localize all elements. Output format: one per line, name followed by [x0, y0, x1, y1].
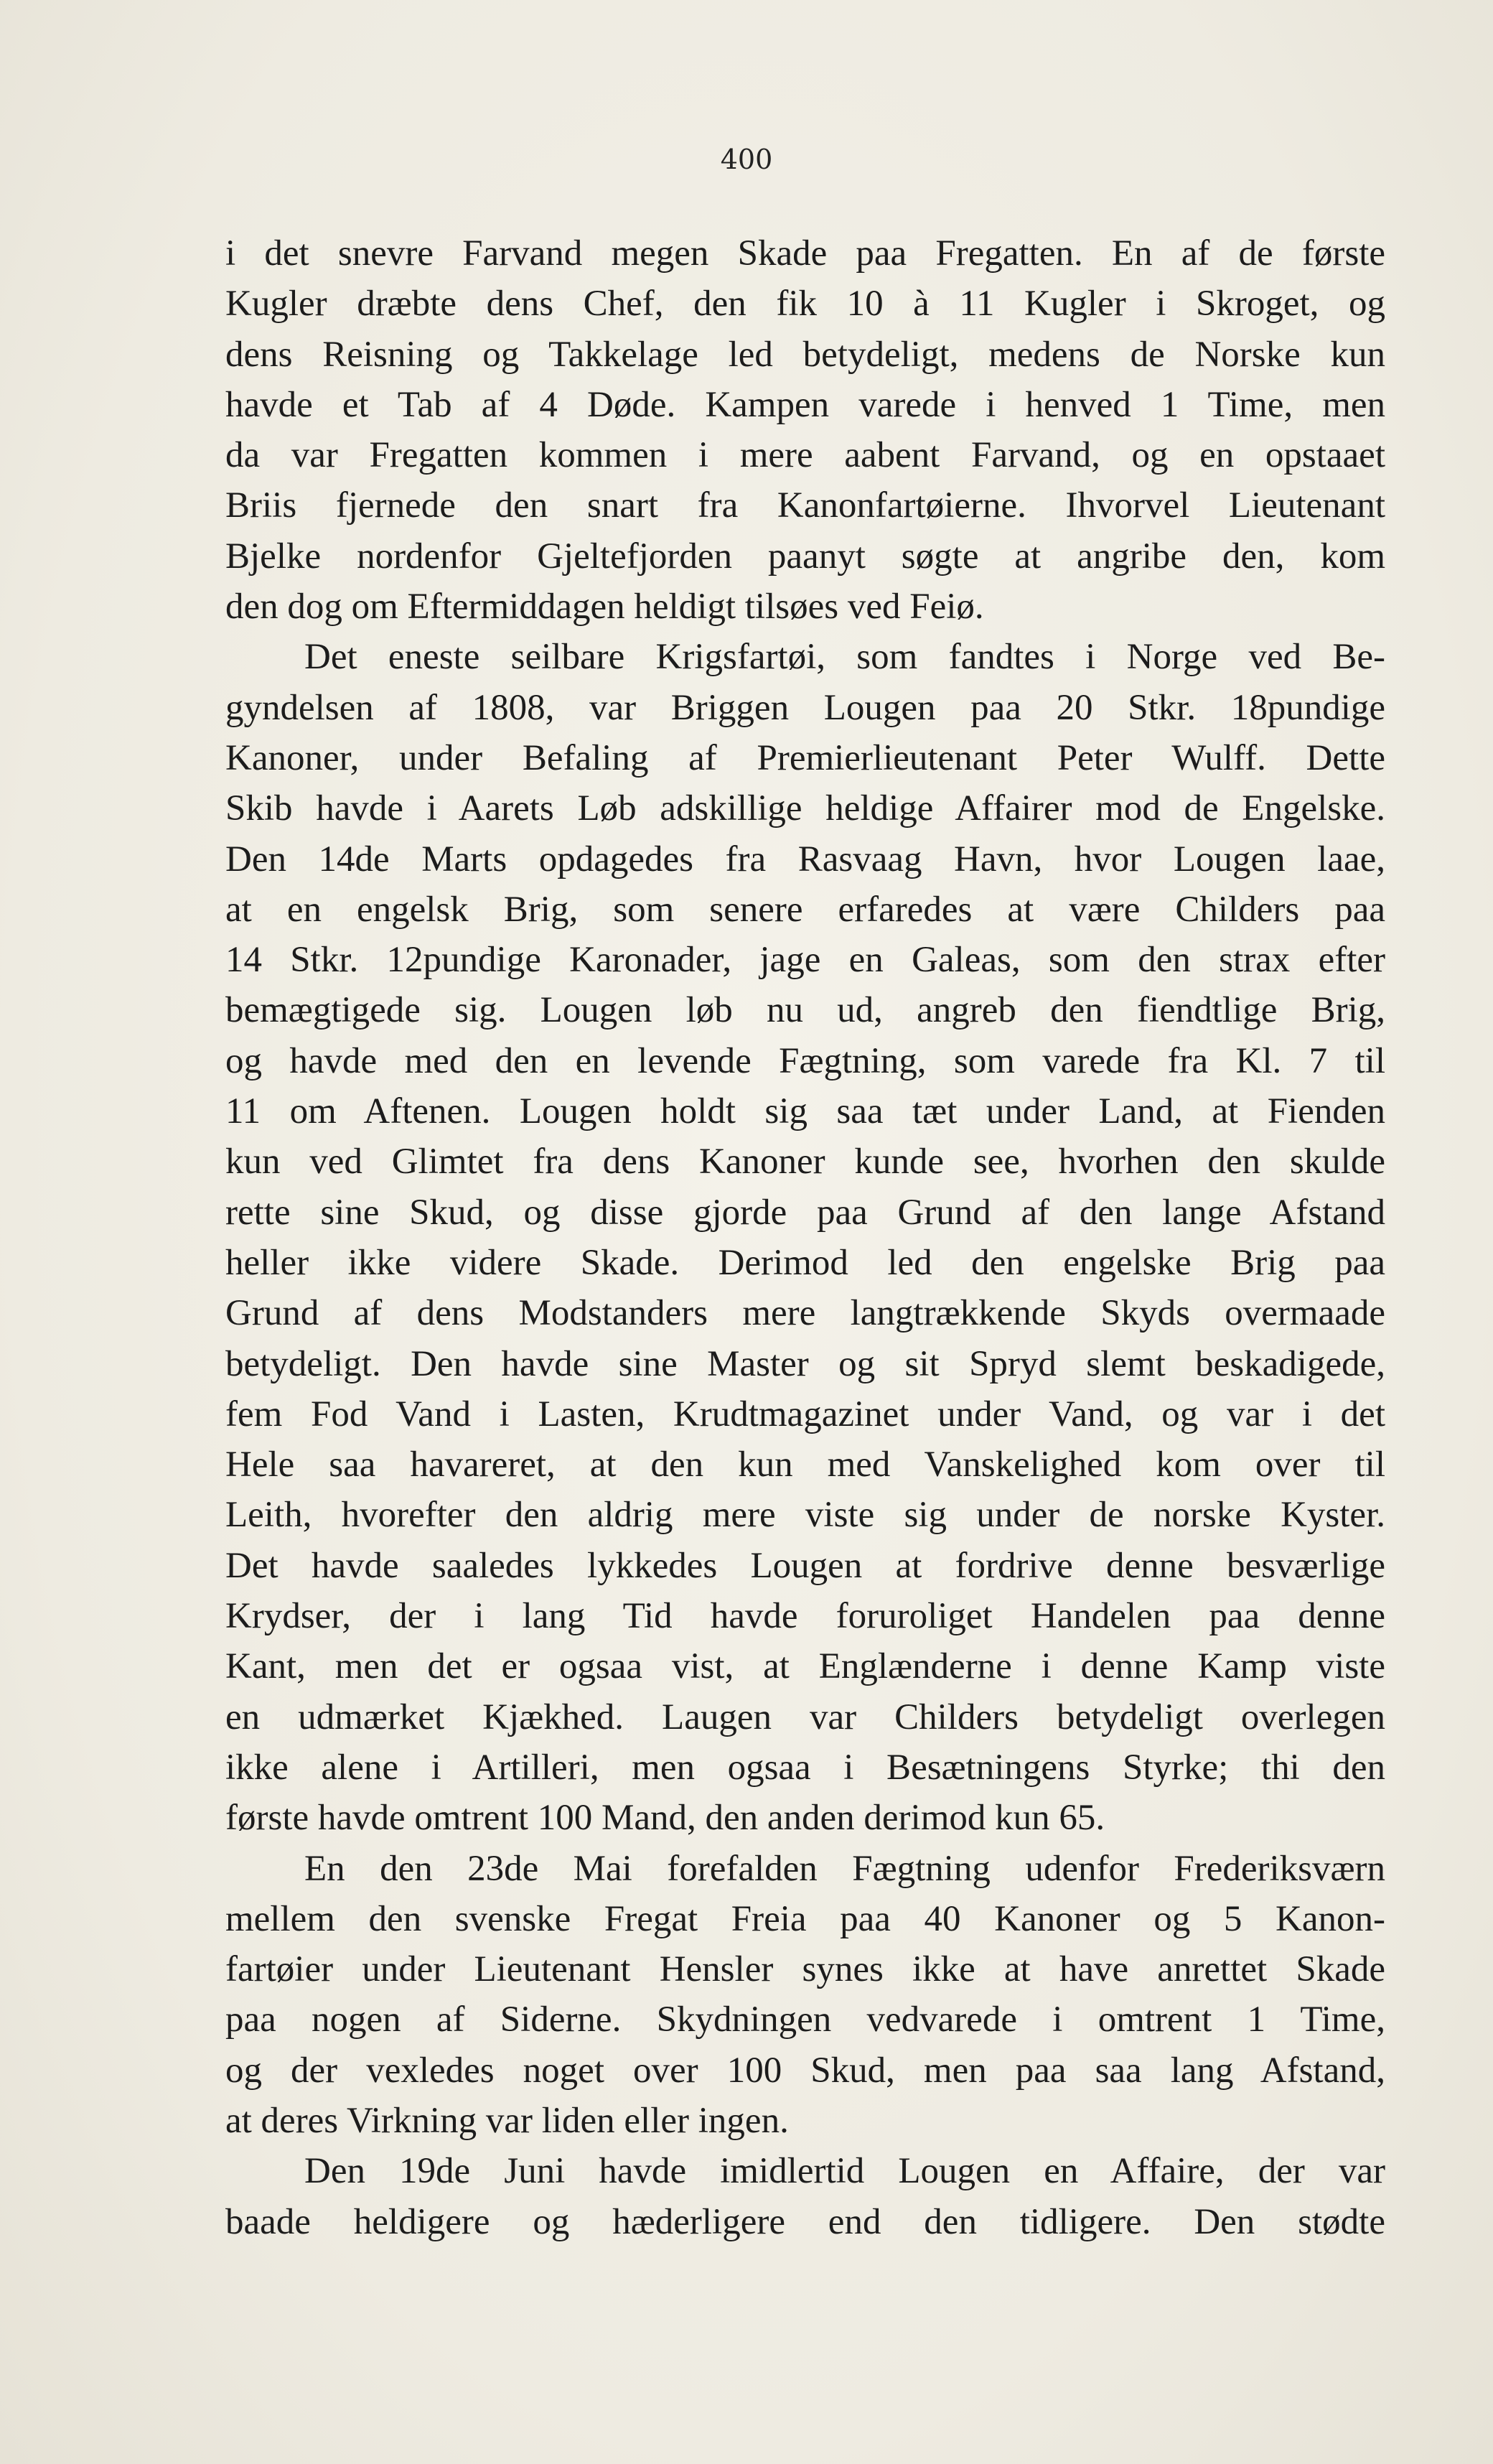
text-line: havde et Tab af 4 Døde. Kampen varede i henved 1 Time, men [225, 384, 1385, 425]
text-line: betydeligt. Den havde sine Master og sit Spryd slemt beskadigede, [225, 1343, 1385, 1384]
text-line: Krydser, der i lang Tid havde foruroliget Handelen paa denne [225, 1596, 1385, 1637]
text-line: kun ved Glimtet fra dens Kanoner kunde see, hvorhen den skulde [225, 1142, 1385, 1182]
text-line: Grund af dens Modstanders mere langtrækkende Skyds overmaade [225, 1293, 1385, 1334]
text-line: rette sine Skud, og disse gjorde paa Grund af den lange Afstand [225, 1192, 1385, 1233]
text-line: Briis fjernede den snart fra Kanonfartøierne. Ihvorvel Lieutenant [225, 485, 1385, 526]
text-line: Kugler dræbte dens Chef, den fik 10 à 11 Kugler i Skroget, og [225, 284, 1385, 325]
text-line: 11 om Aftenen. Lougen holdt sig saa tæt under Land, at Fienden [225, 1091, 1385, 1132]
text-line: fem Fod Vand i Lasten, Krudtmagazinet under Vand, og var i det [225, 1394, 1385, 1434]
text-line: en udmærket Kjækhed. Laugen var Childers betydeligt overlegen [225, 1697, 1385, 1737]
text-line: Den 19de Juni havde imidlertid Lougen en Affaire, der var [304, 2151, 1385, 2192]
text-line: Hele saa havareret, at den kun med Vanskelighed kom over til [225, 1445, 1385, 1485]
text-line: Skib havde i Aarets Løb adskillige heldige Affairer mod de Engelske. [225, 788, 1385, 829]
text-line: Leith, hvorefter den aldrig mere viste sig under de norske Kyster. [225, 1495, 1385, 1536]
text-line: at deres Virkning var liden eller ingen. [225, 2100, 789, 2141]
text-line: Kant, men det er ogsaa vist, at Englænderne i denne Kamp viste [225, 1646, 1385, 1687]
text-line: paa nogen af Siderne. Skydningen vedvarede i omtrent 1 Time, [225, 1999, 1385, 2040]
text-line: dens Reisning og Takkelage led betydeligt, medens de Norske kun [225, 334, 1385, 375]
text-line: gyndelsen af 1808, var Briggen Lougen paa 20 Stkr. 18pundige [225, 687, 1385, 728]
text-line: da var Fregatten kommen i mere aabent Farvand, og en opstaaet [225, 435, 1385, 476]
text-line: heller ikke videre Skade. Derimod led den engelske Brig paa [225, 1242, 1385, 1283]
text-line: Den 14de Marts opdagedes fra Rasvaag Havn, hvor Lougen laae, [225, 839, 1385, 879]
text-line: i det snevre Farvand megen Skade paa Fregatten. En af de første [225, 233, 1385, 274]
text-line: mellem den svenske Fregat Freia paa 40 Kanoner og 5 Kanon- [225, 1898, 1385, 1939]
text-line: første havde omtrent 100 Mand, den anden derimod kun 65. [225, 1798, 1105, 1839]
text-line: Kanoner, under Befaling af Premierlieutenant Peter Wulff. Dette [225, 737, 1385, 778]
body-text [225, 228, 1385, 2247]
text-line: 14 Stkr. 12pundige Karonader, jage en Galeas, som den strax efter [225, 940, 1385, 981]
text-line: Det havde saaledes lykkedes Lougen at fordrive denne besværlige [225, 1545, 1385, 1586]
text-line: Bjelke nordenfor Gjeltefjorden paanyt søgte at angribe den, kom [225, 536, 1385, 577]
text-line: Det eneste seilbare Krigsfartøi, som fandtes i Norge ved Be- [304, 637, 1385, 678]
text-line: at en engelsk Brig, som senere erfaredes at være Childers paa [225, 889, 1385, 930]
text-line: bemægtigede sig. Lougen løb nu ud, angreb den fiendtlige Brig, [225, 990, 1385, 1031]
text-line: og der vexledes noget over 100 Skud, men paa saa lang Afstand, [225, 2050, 1385, 2091]
page-number: 400 [720, 144, 773, 175]
text-line: En den 23de Mai forefalden Fægtning udenfor Frederiksværn [304, 1848, 1385, 1889]
text-line: og havde med den en levende Fægtning, som varede fra Kl. 7 til [225, 1040, 1385, 1081]
text-line: baade heldigere og hæderligere end den tidligere. Den stødte [225, 2201, 1385, 2242]
text-line: den dog om Eftermiddagen heldigt tilsøes ved Feiø. [225, 587, 984, 627]
text-line: fartøier under Lieutenant Hensler synes ikke at have anrettet Skade [225, 1949, 1385, 1990]
text-line: ikke alene i Artilleri, men ogsaa i Besætningens Styrke; thi den [225, 1747, 1385, 1788]
